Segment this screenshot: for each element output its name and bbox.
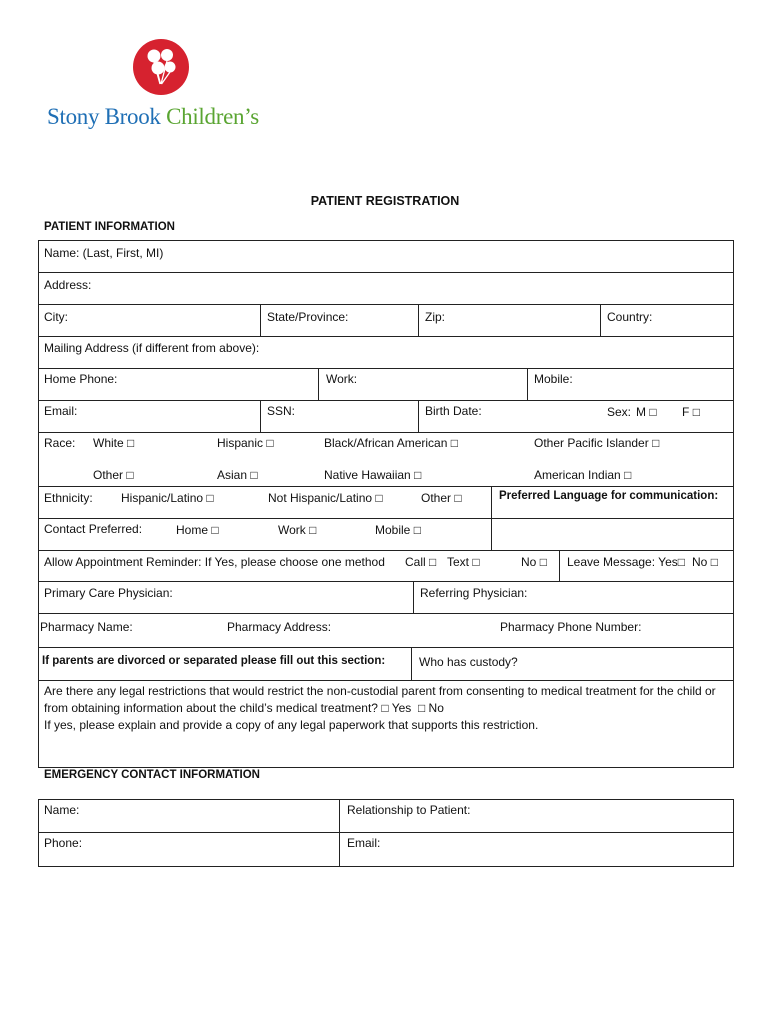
ethnicity-other-option[interactable]: Other □ [421, 491, 462, 505]
emergency-email-field[interactable]: Email: [347, 836, 381, 850]
home-phone-field[interactable]: Home Phone: [44, 372, 118, 386]
zip-field[interactable]: Zip: [425, 310, 446, 324]
legal-yes-option[interactable]: □ Yes [381, 701, 412, 715]
mobile-phone-field[interactable]: Mobile: [534, 372, 573, 386]
referring-physician-field[interactable]: Referring Physician: [420, 586, 528, 600]
ssn-field[interactable]: SSN: [267, 404, 296, 418]
pharmacy-address-field[interactable]: Pharmacy Address: [227, 620, 332, 634]
race-label: Race: [44, 436, 76, 450]
contact-work-option[interactable]: Work □ [278, 523, 317, 537]
sex-m-option[interactable]: M □ [636, 405, 657, 419]
leave-message-no-option[interactable]: No □ [692, 555, 718, 569]
race-white-option[interactable]: White □ [93, 436, 135, 450]
form-title: PATIENT REGISTRATION [310, 194, 460, 208]
primary-care-physician-field[interactable]: Primary Care Physician: [44, 586, 173, 600]
mailing-address-field[interactable]: Mailing Address (if different from above): [44, 341, 260, 355]
reminder-text-option[interactable]: Text □ [447, 555, 480, 569]
emergency-name-field[interactable]: Name: [44, 803, 80, 817]
reminder-call-option[interactable]: Call □ [405, 555, 437, 569]
race-indian-option[interactable]: American Indian □ [534, 468, 632, 482]
reminder-no-option[interactable]: No □ [521, 555, 547, 569]
country-field[interactable]: Country: [607, 310, 653, 324]
section-heading-emergency: EMERGENCY CONTACT INFORMATION [44, 769, 260, 781]
contact-mobile-option[interactable]: Mobile □ [375, 523, 421, 537]
divorced-section-label: If parents are divorced or separated please fill out this section: [42, 655, 386, 667]
race-hawaiian-option[interactable]: Native Hawaiian □ [324, 468, 422, 482]
appointment-reminder-label: Allow Appointment Reminder: If Yes, please choose one method [44, 555, 385, 569]
address-field[interactable]: Address: [44, 278, 92, 292]
pharmacy-phone-field[interactable]: Pharmacy Phone Number: [500, 620, 642, 634]
preferred-language-field[interactable]: Preferred Language for communication: [499, 490, 719, 502]
race-other-option[interactable]: Other □ [93, 468, 134, 482]
work-phone-field[interactable]: Work: [326, 372, 358, 386]
legal-no-option[interactable]: □ No [417, 701, 444, 715]
race-pacific-option[interactable]: Other Pacific Islander □ [534, 436, 660, 450]
legal-restrictions-question: Are there any legal restrictions that would restrict the non-custodial parent from consenting to medical treatment for the child or from obtaining information about the child’s medical treatment? □ Yes □ No [44, 684, 716, 715]
leave-message-yes-option[interactable]: Leave Message: Yes□ [567, 555, 685, 569]
ethnicity-label: Ethnicity: [44, 491, 93, 505]
state-field[interactable]: State/Province: [267, 310, 349, 324]
pharmacy-name-field[interactable]: Pharmacy Name: [40, 620, 133, 634]
section-heading-patient-info: PATIENT INFORMATION [44, 221, 175, 233]
emergency-phone-field[interactable]: Phone: [44, 836, 83, 850]
sex-f-option[interactable]: F □ [682, 405, 700, 419]
legal-explain-field[interactable]: If yes, please explain and provide a copy of any legal paperwork that supports this restriction. [44, 718, 539, 732]
stony-brook-logo-mark [132, 38, 190, 96]
ethnicity-not-hispanic-option[interactable]: Not Hispanic/Latino □ [268, 491, 383, 505]
contact-preferred-label: Contact Preferred: [44, 522, 143, 536]
city-field[interactable]: City: [44, 310, 68, 324]
name-field[interactable]: Name: (Last, First, MI) [44, 246, 164, 260]
sex-label: Sex: [607, 405, 632, 419]
logo-wordmark [47, 104, 259, 130]
logo-text-childrens: Children’s [166, 104, 259, 129]
race-asian-option[interactable]: Asian □ [217, 468, 258, 482]
emergency-relationship-field[interactable]: Relationship to Patient: [347, 803, 471, 817]
ethnicity-hispanic-option[interactable]: Hispanic/Latino □ [121, 491, 214, 505]
birth-date-field[interactable]: Birth Date: [425, 404, 482, 418]
race-hispanic-option[interactable]: Hispanic □ [217, 436, 274, 450]
logo-text-stony-brook: Stony Brook [47, 104, 167, 129]
contact-home-option[interactable]: Home □ [176, 523, 219, 537]
race-black-option[interactable]: Black/African American □ [324, 436, 458, 450]
custody-field[interactable]: Who has custody? [419, 655, 518, 669]
email-field[interactable]: Email: [44, 404, 78, 418]
